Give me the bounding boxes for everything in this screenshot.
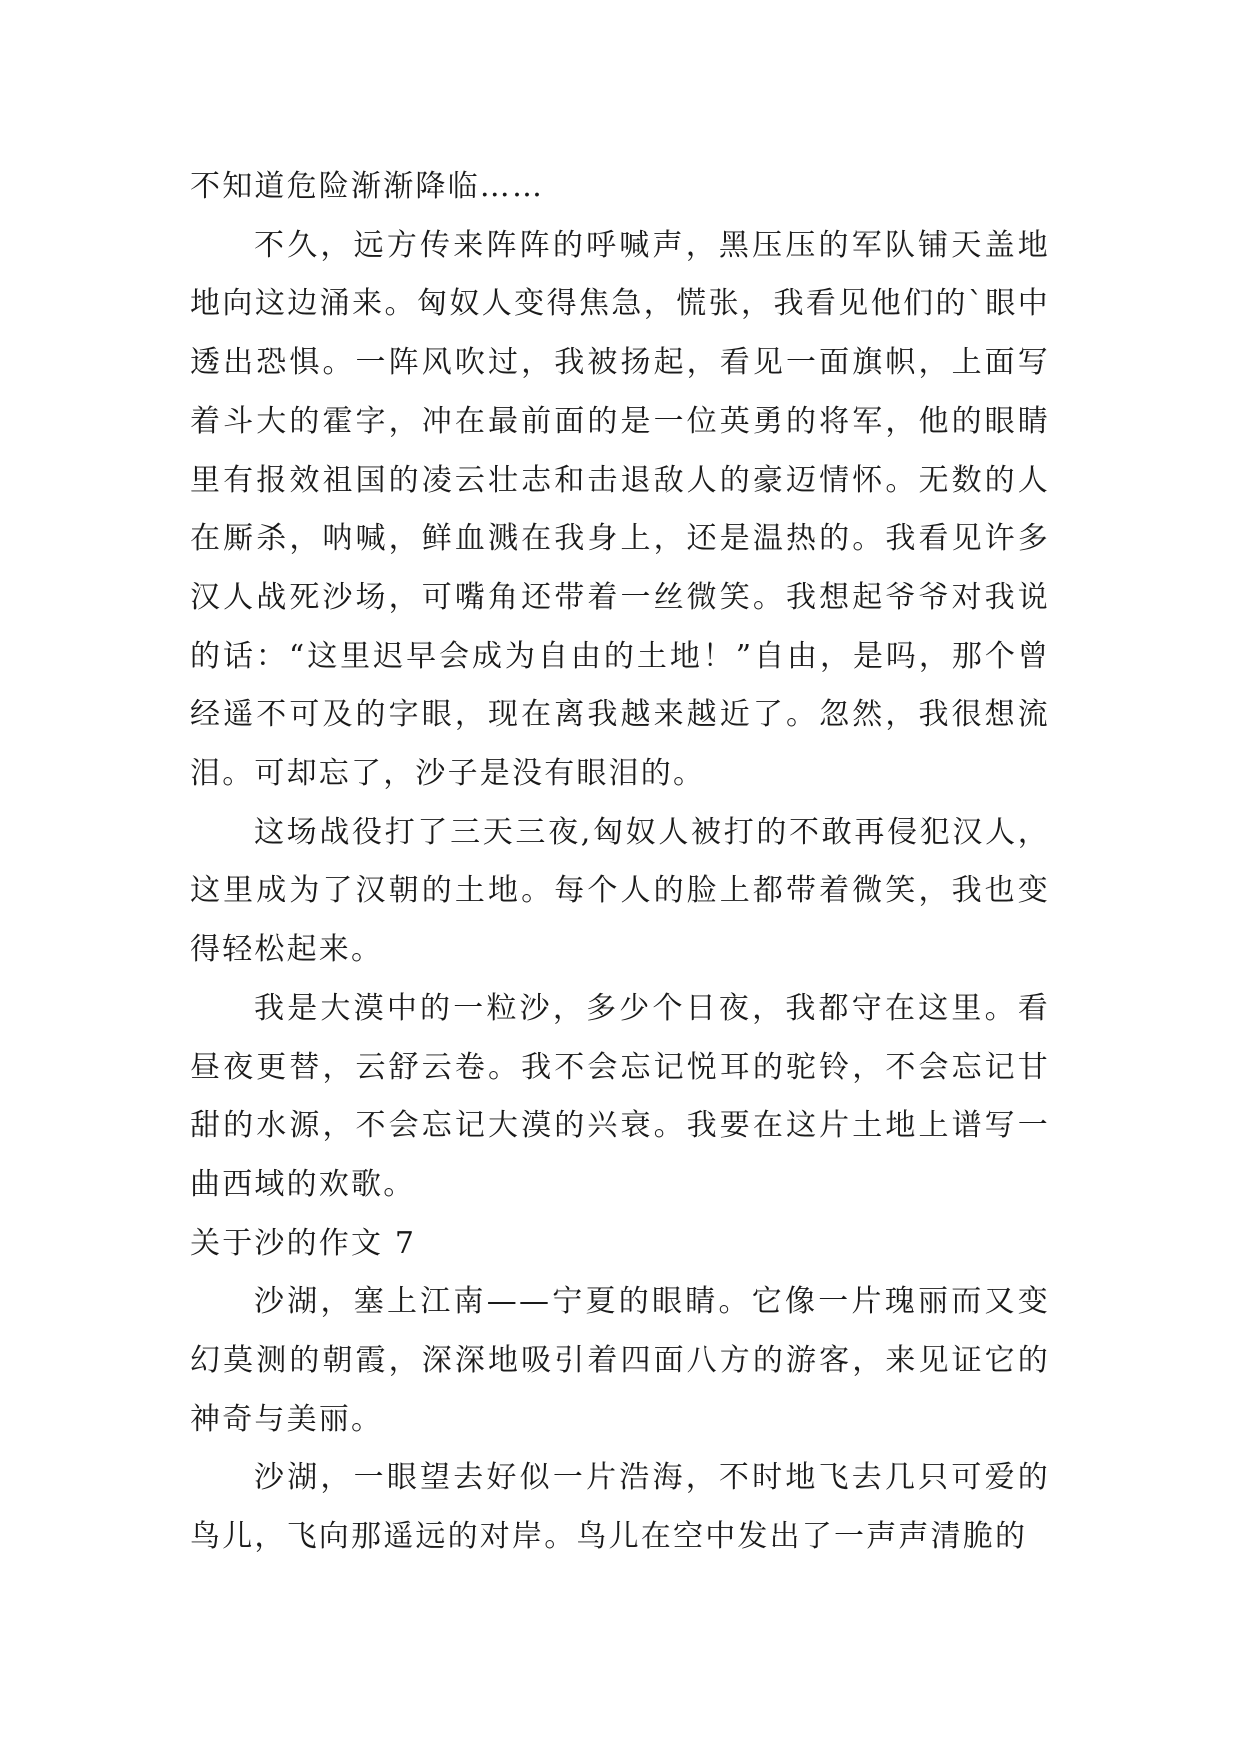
paragraph-victory: 这场战役打了三天三夜,匈奴人被打的不敢再侵犯汉人，这里成为了汉朝的土地。每个人的脸上都带着微笑，我也变得轻松起来。 (190, 814, 1050, 968)
paragraph-battle: 不久，远方传来阵阵的呼喊声，黑压压的军队铺天盖地地向这边涌来。匈奴人变得焦急，慌张，我看见他们的`眼中透出恐惧。一阵风吹过，我被扬起，看见一面旗帜，上面写着斗大的霍字，冲在最前面的是一位英勇的将军，他的眼睛里有报效祖国的凌云壮志和击退敌人的豪迈情怀。无数的人在厮杀，呐喊，鲜血溅在我身上，还是温热的。我看见许多汉人战死沙场，可嘴角还带着一丝微笑。我想起爷爷对我说的话：“这里迟早会成为自由的土地！”自由，是吗，那个曾经遥不可及的字眼，现在离我越来越近了。忽然，我很想流泪。可却忘了，沙子是没有眼泪的。 (190, 227, 1050, 792)
paragraph-sand-lake-intro: 沙湖，塞上江南——宁夏的眼睛。它像一片瑰丽而又变幻莫测的朝霞，深深地吸引着四面八方的游客，来见证它的神奇与美丽。 (190, 1284, 1050, 1437)
essay-heading: 关于沙的作文 7 (190, 1225, 417, 1261)
document-body (190, 158, 1050, 1567)
paragraph-sand-grain: 我是大漠中的一粒沙，多少个日夜，我都守在这里。看昼夜更替，云舒云卷。我不会忘记悦耳的驼铃，不会忘记甘甜的水源，不会忘记大漠的兴衰。我要在这片土地上谱写一曲西域的欢歌。 (190, 990, 1050, 1202)
paragraph-sand-lake-birds: 沙湖，一眼望去好似一片浩海，不时地飞去几只可爱的鸟儿，飞向那遥远的对岸。鸟儿在空中发出了一声声清脆的 (190, 1460, 1050, 1555)
paragraph-continuation: 不知道危险渐渐降临…… (190, 169, 545, 204)
